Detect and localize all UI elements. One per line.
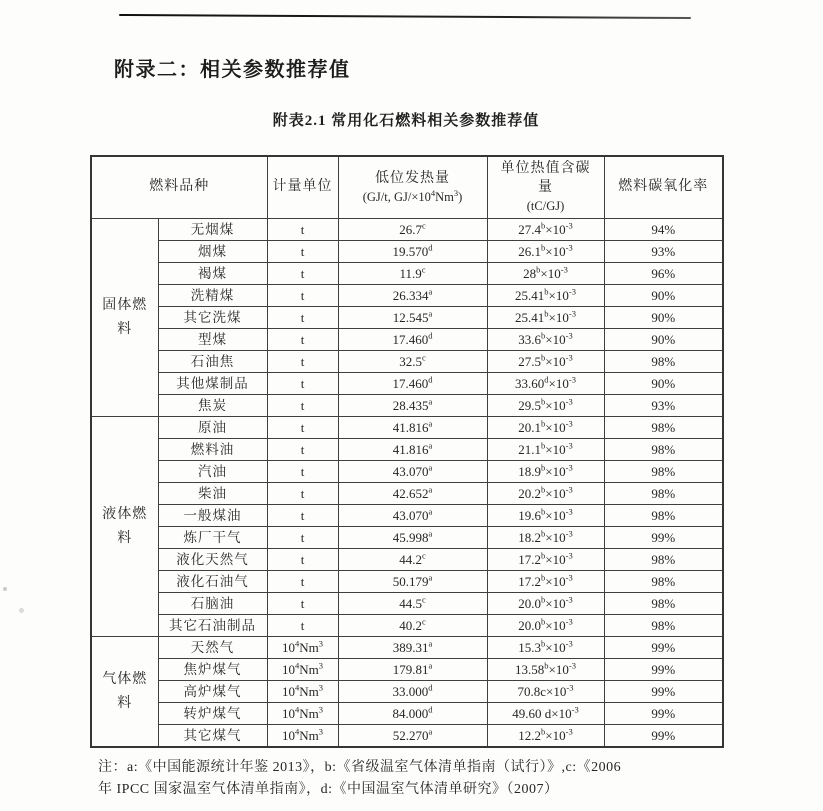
table-row bbox=[91, 219, 723, 241]
oxidation-rate-cell: 98% bbox=[604, 483, 723, 505]
fuel-name: 原油 bbox=[158, 417, 267, 439]
table-header bbox=[91, 156, 723, 219]
table-row bbox=[91, 483, 723, 505]
oxidation-rate-cell: 98% bbox=[604, 461, 723, 483]
table-row bbox=[91, 417, 723, 439]
oxidation-rate-cell: 98% bbox=[604, 615, 723, 637]
page-title: 附录二：相关参数推荐值 bbox=[114, 59, 351, 81]
table-row bbox=[91, 461, 723, 483]
heating-value-cell: 42.652$^a$ bbox=[338, 483, 487, 505]
unit-cell: t bbox=[267, 219, 338, 241]
col-header-fuel-type: 燃料品种 bbox=[91, 156, 267, 219]
carbon-content-cell: $17.2^b\times 10^{-3}$ bbox=[487, 549, 604, 571]
heating-value-cell: 44.5$^c$ bbox=[338, 593, 487, 615]
oxidation-rate-cell: 93% bbox=[604, 395, 723, 417]
fuel-name: 液化天然气 bbox=[158, 549, 267, 571]
unit-cell: $10^4Nm^3$ bbox=[267, 681, 338, 703]
unit-cell: t bbox=[267, 351, 338, 373]
carbon-content-cell: $28^b\times 10^{-3}$ bbox=[487, 263, 604, 285]
carbon-content-cell: $26.1^b\times 10^{-3}$ bbox=[487, 241, 604, 263]
fuel-name: 燃料油 bbox=[158, 439, 267, 461]
heating-value-cell: 26.334$^a$ bbox=[338, 285, 487, 307]
fuel-name: 其他煤制品 bbox=[158, 373, 267, 395]
oxidation-rate-cell: 99% bbox=[604, 725, 723, 748]
table-row bbox=[91, 505, 723, 527]
carbon-content-cell: $25.41^b\times 10^{-3}$ bbox=[487, 307, 604, 329]
table-row bbox=[91, 593, 723, 615]
unit-cell: $10^4Nm^3$ bbox=[267, 725, 338, 748]
oxidation-rate-cell: 90% bbox=[604, 373, 723, 395]
table-row bbox=[91, 615, 723, 637]
oxidation-rate-cell: 99% bbox=[604, 527, 723, 549]
footnote-line-1: 注：a:《中国能源统计年鉴 2013》，b:《省级温室气体清单指南（试行）》,c:《2006 bbox=[98, 760, 622, 775]
carbon-content-cell: $18.9^b\times 10^{-3}$ bbox=[487, 461, 604, 483]
heating-value-cell: 19.570$^d$ bbox=[338, 241, 487, 263]
scan-artifact-line bbox=[119, 14, 691, 19]
carbon-content-cell: $33.6^b\times 10^{-3}$ bbox=[487, 329, 604, 351]
table-row bbox=[91, 527, 723, 549]
unit-cell: t bbox=[267, 241, 338, 263]
carbon-content-cell: $33.60^d\times 10^{-3}$ bbox=[487, 373, 604, 395]
heating-value-unit: (GJ/t, $GJ/\times 10^4Nm^3$) bbox=[362, 187, 463, 204]
carbon-content-cell: $20.0^b\times 10^{-3}$ bbox=[487, 615, 604, 637]
fuel-name: 其它石油制品 bbox=[158, 615, 267, 637]
heating-value-cell: 17.460$^d$ bbox=[338, 373, 487, 395]
fuel-name: 其它煤气 bbox=[158, 725, 267, 748]
fuel-name: 无烟煤 bbox=[158, 219, 267, 241]
scan-speck bbox=[3, 587, 7, 591]
carbon-content-cell: 49.60 $d\times 10^{-3}$ bbox=[487, 703, 604, 725]
table-row bbox=[91, 549, 723, 571]
table-row bbox=[91, 263, 723, 285]
footnote bbox=[98, 757, 728, 802]
col-header-carbon-content: 单位热值含碳 量 (tC/GJ) bbox=[487, 156, 604, 219]
fuel-group-label: 气体燃料 bbox=[91, 637, 158, 748]
oxidation-rate-cell: 93% bbox=[604, 241, 723, 263]
fuel-name: 一般煤油 bbox=[158, 505, 267, 527]
heating-value-cell: 11.9$^c$ bbox=[338, 263, 487, 285]
unit-cell: t bbox=[267, 571, 338, 593]
fuel-name: 型煤 bbox=[158, 329, 267, 351]
heating-value-cell: 40.2$^c$ bbox=[338, 615, 487, 637]
unit-cell: t bbox=[267, 615, 338, 637]
table-row bbox=[91, 637, 723, 659]
carbon-content-cell: $27.5^b\times 10^{-3}$ bbox=[487, 351, 604, 373]
heating-value-cell: 28.435$^a$ bbox=[338, 395, 487, 417]
unit-cell: t bbox=[267, 505, 338, 527]
heating-value-cell: 44.2$^c$ bbox=[338, 549, 487, 571]
unit-cell: t bbox=[267, 307, 338, 329]
unit-cell: t bbox=[267, 439, 338, 461]
heating-value-cell: 43.070$^a$ bbox=[338, 505, 487, 527]
heating-value-cell: 26.7$^c$ bbox=[338, 219, 487, 241]
fuel-name: 炼厂干气 bbox=[158, 527, 267, 549]
table-row bbox=[91, 439, 723, 461]
carbon-content-cell: $27.4^b\times 10^{-3}$ bbox=[487, 219, 604, 241]
heating-value-cell: 17.460$^d$ bbox=[338, 329, 487, 351]
unit-cell: $10^4Nm^3$ bbox=[267, 703, 338, 725]
col-header-heating-value bbox=[338, 156, 487, 219]
fuel-name: 高炉煤气 bbox=[158, 681, 267, 703]
heating-value-cell: 43.070$^a$ bbox=[338, 461, 487, 483]
carbon-content-cell: $25.41^b\times 10^{-3}$ bbox=[487, 285, 604, 307]
carbon-content-cell: $19.6^b\times 10^{-3}$ bbox=[487, 505, 604, 527]
carbon-content-cell: $17.2^b\times 10^{-3}$ bbox=[487, 571, 604, 593]
oxidation-rate-cell: 98% bbox=[604, 571, 723, 593]
fuel-name: 转炉煤气 bbox=[158, 703, 267, 725]
oxidation-rate-cell: 99% bbox=[604, 703, 723, 725]
oxidation-rate-cell: 98% bbox=[604, 505, 723, 527]
fuel-group-label: 固体燃料 bbox=[91, 219, 158, 417]
oxidation-rate-cell: 99% bbox=[604, 659, 723, 681]
fuel-name: 焦炉煤气 bbox=[158, 659, 267, 681]
unit-cell: t bbox=[267, 395, 338, 417]
oxidation-rate-cell: 90% bbox=[604, 307, 723, 329]
oxidation-rate-cell: 90% bbox=[604, 285, 723, 307]
oxidation-rate-cell: 96% bbox=[604, 263, 723, 285]
unit-cell: t bbox=[267, 329, 338, 351]
heating-value-cell: 45.998$^a$ bbox=[338, 527, 487, 549]
unit-cell: t bbox=[267, 527, 338, 549]
heating-value-cell: 179.81$^a$ bbox=[338, 659, 487, 681]
table-row bbox=[91, 241, 723, 263]
table-row bbox=[91, 285, 723, 307]
oxidation-rate-cell: 98% bbox=[604, 417, 723, 439]
table-row bbox=[91, 395, 723, 417]
oxidation-rate-cell: 98% bbox=[604, 439, 723, 461]
unit-cell: t bbox=[267, 263, 338, 285]
heating-value-cell: 41.816$^a$ bbox=[338, 417, 487, 439]
fuel-name: 洗精煤 bbox=[158, 285, 267, 307]
carbon-content-cell: $20.1^b\times 10^{-3}$ bbox=[487, 417, 604, 439]
fuel-name: 汽油 bbox=[158, 461, 267, 483]
heating-value-cell: 389.31$^a$ bbox=[338, 637, 487, 659]
fuel-name: 液化石油气 bbox=[158, 571, 267, 593]
heating-value-cell: 12.545$^a$ bbox=[338, 307, 487, 329]
table-row bbox=[91, 571, 723, 593]
fuel-parameters-table bbox=[90, 155, 724, 748]
table-row bbox=[91, 373, 723, 395]
fuel-name: 烟煤 bbox=[158, 241, 267, 263]
carbon-content-cell: $20.2^b\times 10^{-3}$ bbox=[487, 483, 604, 505]
heating-value-cell: 84.000$^d$ bbox=[338, 703, 487, 725]
carbon-content-cell: $21.1^b\times 10^{-3}$ bbox=[487, 439, 604, 461]
heating-value-cell: 41.816$^a$ bbox=[338, 439, 487, 461]
footnote-line-2: 年 IPCC 国家温室气体清单指南》，d:《中国温室气体清单研究》（2007） bbox=[98, 782, 559, 798]
table-row bbox=[91, 329, 723, 351]
fuel-name: 柴油 bbox=[158, 483, 267, 505]
fuel-name: 其它洗煤 bbox=[158, 307, 267, 329]
oxidation-rate-cell: 98% bbox=[604, 351, 723, 373]
heating-value-title: 低位发热量 bbox=[375, 170, 450, 186]
header-row bbox=[91, 156, 723, 219]
carbon-content-cell: $70.8c\times 10^{-3}$ bbox=[487, 681, 604, 703]
table-row bbox=[91, 725, 723, 748]
heating-value-cell: 52.270$^a$ bbox=[338, 725, 487, 748]
table-caption: 附表2.1 常用化石燃料相关参数推荐值 bbox=[272, 113, 540, 129]
table-row bbox=[91, 307, 723, 329]
oxidation-rate-cell: 98% bbox=[604, 593, 723, 615]
carbon-content-cell: $15.3^b\times 10^{-3}$ bbox=[487, 637, 604, 659]
carbon-content-cell: $29.5^b\times 10^{-3}$ bbox=[487, 395, 604, 417]
heating-value-cell: 50.179$^a$ bbox=[338, 571, 487, 593]
scan-speck bbox=[19, 608, 24, 613]
table-row bbox=[91, 351, 723, 373]
oxidation-rate-cell: 94% bbox=[604, 219, 723, 241]
unit-cell: t bbox=[267, 461, 338, 483]
table-row bbox=[91, 703, 723, 725]
col-header-oxidation-rate: 燃料碳氧化率 bbox=[604, 156, 723, 219]
unit-cell: t bbox=[267, 549, 338, 571]
fuel-name: 天然气 bbox=[158, 637, 267, 659]
fuel-name: 焦炭 bbox=[158, 395, 267, 417]
table-body bbox=[91, 219, 723, 748]
carbon-content-cell: $20.0^b\times 10^{-3}$ bbox=[487, 593, 604, 615]
fuel-name: 褐煤 bbox=[158, 263, 267, 285]
oxidation-rate-cell: 98% bbox=[604, 549, 723, 571]
oxidation-rate-cell: 90% bbox=[604, 329, 723, 351]
table-row bbox=[91, 681, 723, 703]
fuel-name: 石油焦 bbox=[158, 351, 267, 373]
unit-cell: $10^4Nm^3$ bbox=[267, 637, 338, 659]
heating-value-cell: 33.000$^d$ bbox=[338, 681, 487, 703]
fuel-group-label: 液体燃料 bbox=[91, 417, 158, 637]
col-header-unit: 计量单位 bbox=[267, 156, 338, 219]
unit-cell: t bbox=[267, 483, 338, 505]
table-row bbox=[91, 659, 723, 681]
unit-cell: t bbox=[267, 373, 338, 395]
unit-cell: t bbox=[267, 417, 338, 439]
unit-cell: t bbox=[267, 593, 338, 615]
carbon-content-cell: $12.2^b\times 10^{-3}$ bbox=[487, 725, 604, 748]
carbon-content-cell: $18.2^b\times 10^{-3}$ bbox=[487, 527, 604, 549]
fuel-name: 石脑油 bbox=[158, 593, 267, 615]
oxidation-rate-cell: 99% bbox=[604, 637, 723, 659]
unit-cell: t bbox=[267, 285, 338, 307]
carbon-content-cell: $13.58^b\times 10^{-3}$ bbox=[487, 659, 604, 681]
heating-value-cell: 32.5$^c$ bbox=[338, 351, 487, 373]
oxidation-rate-cell: 99% bbox=[604, 681, 723, 703]
unit-cell: $10^4Nm^3$ bbox=[267, 659, 338, 681]
